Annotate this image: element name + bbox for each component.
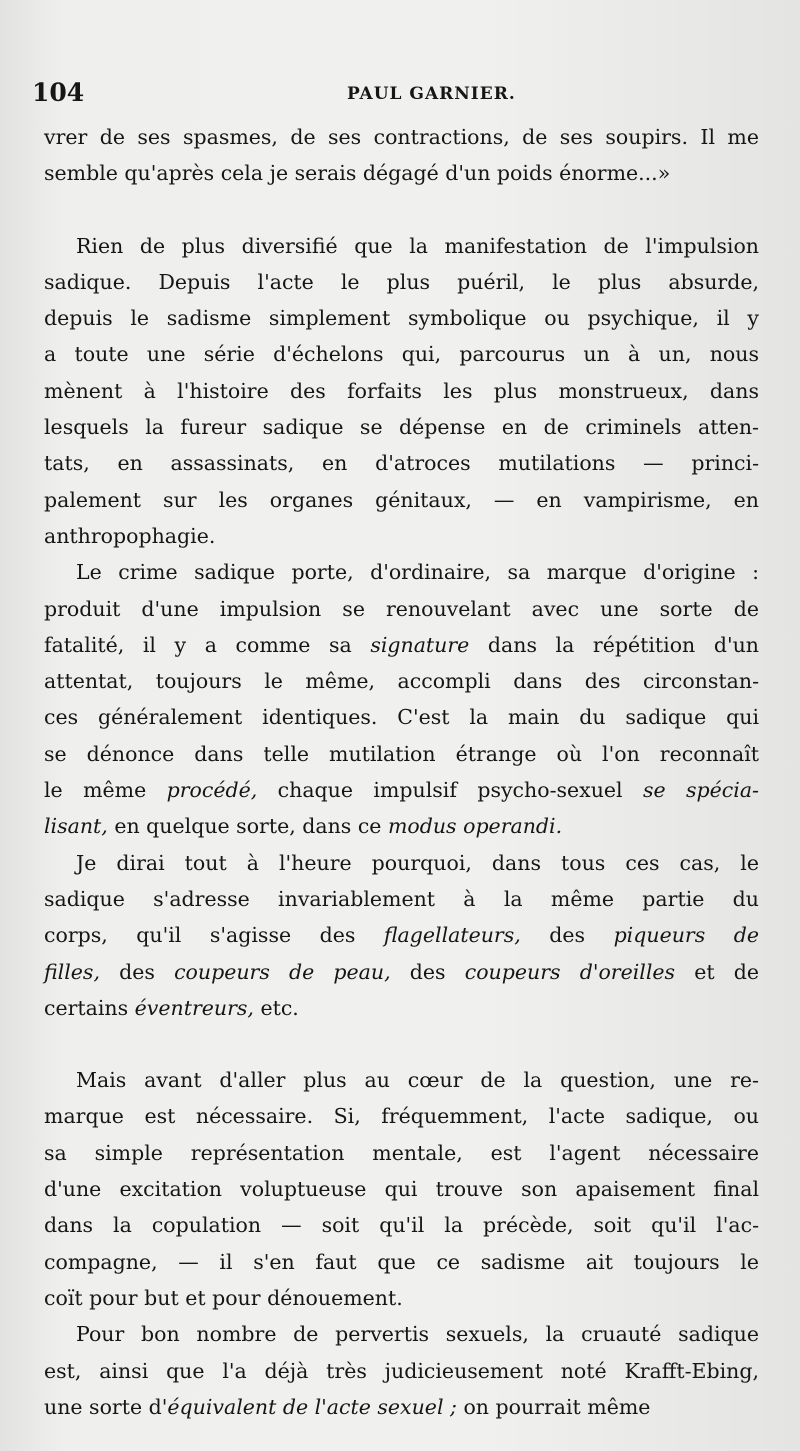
italic-text: équivalent de l'acte sexuel ; bbox=[167, 1394, 457, 1419]
text-line bbox=[44, 591, 759, 627]
text-run: fatalité, il y a comme sa bbox=[44, 632, 371, 657]
page-number: 104 bbox=[32, 78, 85, 107]
italic-text: piqueurs de bbox=[613, 923, 759, 948]
italic-text: éventreurs, bbox=[134, 995, 254, 1020]
text-run: marque est nécessaire. Si, fréquemment, l'acte sadique, ou bbox=[44, 1104, 759, 1129]
text-run: Le crime sadique porte, d'ordinaire, sa marque d'origine : bbox=[76, 560, 759, 585]
text-line bbox=[44, 627, 759, 663]
text-line bbox=[44, 808, 759, 844]
text-run: sadique s'adresse invariablement à la même partie du bbox=[44, 886, 759, 911]
text-run: anthropophagie. bbox=[44, 523, 216, 548]
text-run: des bbox=[520, 923, 614, 948]
text-run: compagne, — il s'en faut que ce sadisme ait toujours le bbox=[44, 1249, 759, 1274]
text-line bbox=[44, 1098, 759, 1134]
text-line bbox=[44, 482, 759, 518]
paragraph-gap bbox=[44, 1026, 759, 1062]
text-line bbox=[44, 663, 759, 699]
text-line bbox=[44, 699, 759, 735]
text-run: Rien de plus diversifié que la manifestation de l'impulsion bbox=[76, 233, 759, 258]
italic-text: lisant, bbox=[44, 814, 108, 839]
text-run: une sorte d' bbox=[44, 1394, 168, 1419]
text-run: corps, qu'il s'agisse des bbox=[44, 923, 384, 948]
text-run: semble qu'après cela je serais dégagé d'un poids énorme...» bbox=[44, 161, 671, 186]
text-run: vrer de ses spasmes, de ses contractions, de ses soupirs. Il me bbox=[44, 125, 759, 149]
text-line bbox=[44, 119, 759, 155]
italic-text: se spécia- bbox=[642, 778, 759, 803]
italic-text: modus operandi. bbox=[387, 814, 563, 839]
text-run: attentat, toujours le même, accompli dans des circonstan- bbox=[44, 669, 759, 694]
text-line bbox=[44, 264, 759, 300]
text-run: produit d'une impulsion se renouvelant avec une sorte de bbox=[44, 596, 759, 621]
text-run: est, ainsi que l'a déjà très judicieusement noté Krafft-Ebing, bbox=[44, 1358, 759, 1383]
text-line bbox=[44, 155, 759, 191]
text-run: en quelque sorte, dans ce bbox=[107, 814, 388, 839]
text-line bbox=[44, 1353, 759, 1389]
text-line bbox=[44, 1062, 759, 1098]
text-run: coït pour but et pour dénouement. bbox=[44, 1285, 403, 1310]
text-run: ces généralement identiques. C'est la main du sadique qui bbox=[44, 705, 759, 730]
text-line bbox=[44, 1316, 759, 1352]
text-run: tats, en assassinats, en d'atroces mutilations — princi- bbox=[44, 451, 759, 476]
text-run: dans la répétition d'un bbox=[469, 632, 760, 657]
text-line bbox=[44, 300, 759, 336]
paragraph bbox=[44, 554, 759, 844]
italic-text: coupeurs d'oreilles bbox=[464, 959, 676, 984]
text-line bbox=[44, 373, 759, 409]
text-line bbox=[44, 445, 759, 481]
text-run: se dénonce dans telle mutilation étrange où l'on reconnaît bbox=[44, 741, 759, 766]
italic-text: signature bbox=[370, 632, 470, 657]
italic-text: flagellateurs, bbox=[383, 923, 521, 948]
paragraph bbox=[44, 1316, 759, 1425]
italic-text: filles, bbox=[44, 959, 100, 984]
text-line bbox=[44, 1207, 759, 1243]
paragraph bbox=[44, 845, 759, 1026]
text-line bbox=[44, 518, 759, 554]
body-text bbox=[44, 119, 759, 1425]
text-line bbox=[44, 1389, 759, 1425]
text-run: des bbox=[390, 959, 465, 984]
text-line bbox=[44, 1244, 759, 1280]
text-run: des bbox=[99, 959, 175, 984]
text-run: lesquels la fureur sadique se dépense en de criminels atten- bbox=[44, 415, 759, 440]
page-header bbox=[32, 78, 762, 110]
text-run: sadique. Depuis l'acte le plus puéril, le plus absurde, bbox=[44, 269, 759, 294]
text-run: mènent à l'histoire des forfaits les plus monstrueux, dans bbox=[44, 378, 759, 403]
text-run: d'une excitation voluptueuse qui trouve son apaisement final bbox=[44, 1177, 759, 1202]
text-line bbox=[44, 736, 759, 772]
text-line bbox=[44, 990, 759, 1026]
paragraph bbox=[44, 1062, 759, 1316]
text-line bbox=[44, 409, 759, 445]
running-head: PAUL GARNIER. bbox=[347, 84, 516, 104]
text-line bbox=[44, 1171, 759, 1207]
text-run: on pourrait même bbox=[456, 1394, 651, 1419]
paragraph-gap bbox=[44, 192, 759, 228]
text-run: a toute une série d'échelons qui, parcourus un à un, nous bbox=[44, 342, 759, 367]
text-line bbox=[44, 228, 759, 264]
text-run: certains bbox=[44, 995, 135, 1020]
text-line bbox=[44, 845, 759, 881]
text-run: et de bbox=[675, 959, 759, 984]
text-run: le même bbox=[44, 778, 167, 803]
text-line bbox=[44, 336, 759, 372]
italic-text: coupeurs de peau, bbox=[174, 959, 391, 984]
text-line bbox=[44, 881, 759, 917]
text-run: Pour bon nombre de pervertis sexuels, la cruauté sadique bbox=[76, 1322, 759, 1347]
text-run: etc. bbox=[253, 995, 299, 1020]
text-line bbox=[44, 554, 759, 590]
text-line bbox=[44, 1280, 759, 1316]
text-line bbox=[44, 917, 759, 953]
paragraph bbox=[44, 228, 759, 555]
text-run: dans la copulation — soit qu'il la précède, soit qu'il l'ac- bbox=[44, 1213, 759, 1238]
text-line bbox=[44, 954, 759, 990]
text-run: Mais avant d'aller plus au cœur de la question, une re- bbox=[76, 1068, 759, 1093]
text-run: Je dirai tout à l'heure pourquoi, dans tous ces cas, le bbox=[76, 850, 759, 875]
text-line bbox=[44, 772, 759, 808]
paragraph bbox=[44, 119, 759, 192]
text-run: palement sur les organes génitaux, — en vampirisme, en bbox=[44, 487, 759, 512]
text-run: depuis le sadisme simplement symbolique ou psychique, il y bbox=[44, 306, 759, 331]
text-run: chaque impulsif psycho-sexuel bbox=[257, 778, 643, 803]
text-line bbox=[44, 1135, 759, 1171]
italic-text: procédé, bbox=[166, 778, 258, 803]
text-run: sa simple représentation mentale, est l'agent nécessaire bbox=[44, 1140, 759, 1165]
